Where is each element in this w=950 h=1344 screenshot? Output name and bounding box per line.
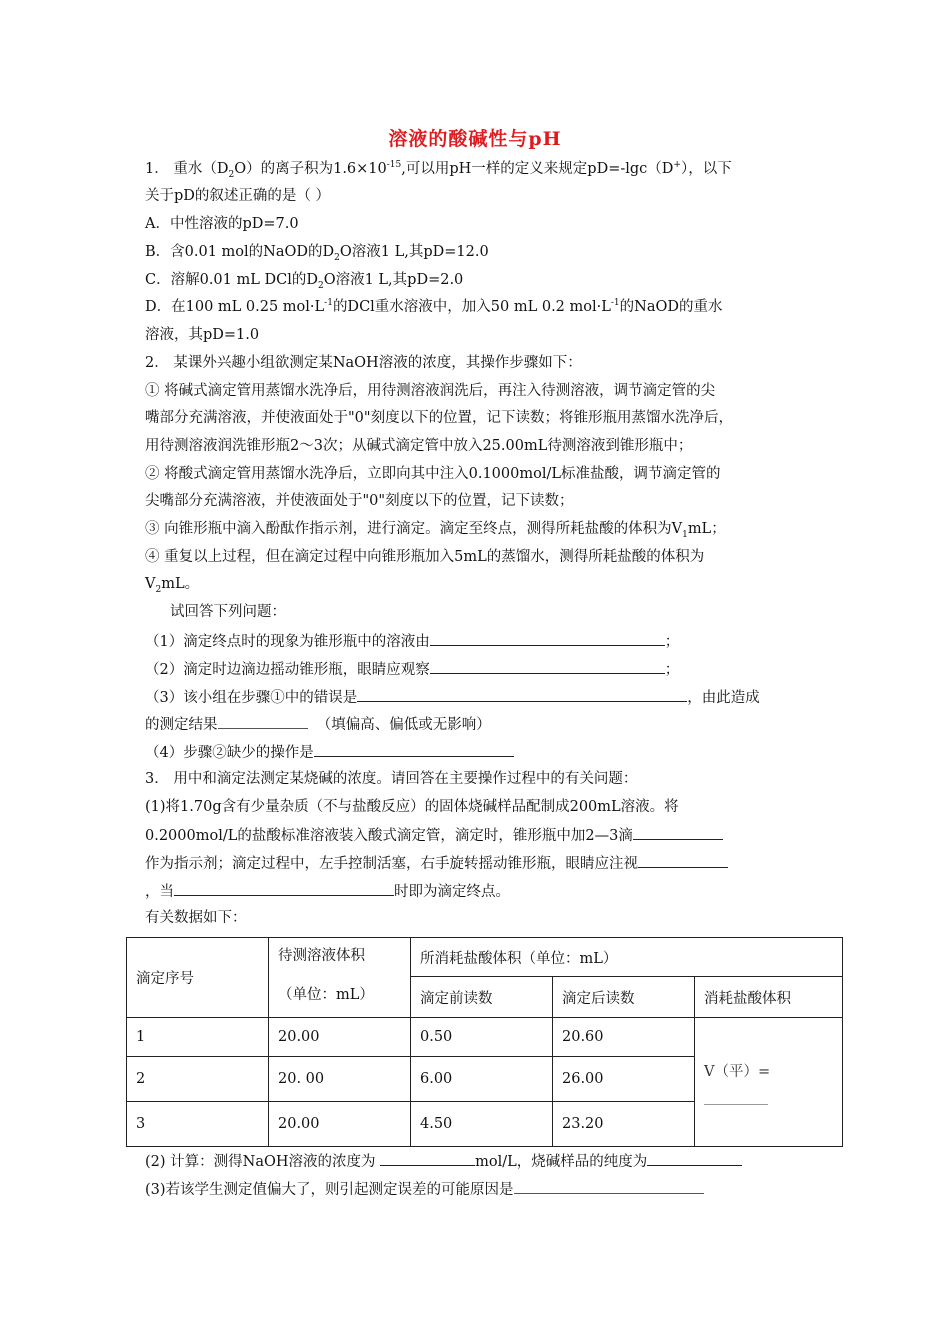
purity-blank[interactable] <box>647 1150 742 1166</box>
q1-stem-line2: 关于pD的叙述正确的是（ ） <box>145 188 331 204</box>
q3-part2: (2) 计算：测得NaOH溶液的浓度为 mol/L，烧碱样品的纯度为 <box>145 1150 742 1172</box>
watch-blank[interactable] <box>638 852 728 868</box>
q3-part1-line2: 0.2000mol/L的盐酸标准溶液装入酸式滴定管，滴定时，锥形瓶中加2—3滴 <box>145 824 723 846</box>
q3-part1-line1: (1)将1.70g含有少量杂质（不与盐酸反应）的固体烧碱样品配制成200mL溶液。将 <box>145 799 679 815</box>
q2-answer-1: （1）滴定终点时的现象为锥形瓶中的溶液由 ； <box>145 630 679 652</box>
q3-part1-line4: ，当 时即为滴定终点。 <box>145 880 510 902</box>
q2-step2-line2: 尖嘴部分充满溶液，并使液面处于"0"刻度以下的位置，记下读数； <box>145 493 574 509</box>
q3-intro: 3． 用中和滴定法测定某烧碱的浓度。请回答在主要操作过程中的有关问题： <box>145 771 638 787</box>
q2-step3: ③ 向锥形瓶中滴入酚酞作指示剂，进行滴定。滴定至终点，测得所耗盐酸的体积为$V_1mL$； <box>145 521 726 540</box>
header-seq: 滴定序号 <box>127 938 269 1018</box>
header-before: 滴定前读数 <box>411 977 553 1018</box>
q2-answer-2: （2）滴定时边滴边摇动锥形瓶，眼睛应观察 ； <box>145 658 679 680</box>
q1-option-a: A．中性溶液的pD=7.0 <box>145 216 299 232</box>
table-row: 2 20. 00 6.00 26.00 <box>127 1057 843 1102</box>
page-title: 溶液的酸碱性与pH <box>388 128 562 150</box>
q3-part1-line3: 作为指示剂；滴定过程中，左手控制活塞，右手旋转摇动锥形瓶，眼睛应注视 <box>145 852 728 874</box>
titration-data-table <box>126 937 843 1147</box>
q2-step2-line1: ② 将酸式滴定管用蒸馏水洗净后，立即向其中注入0.1000mol/L标准盐酸，调节滴定管的 <box>145 466 721 482</box>
q1-stem-line1: 1． 重水$(D_2O)$的离子积为$1.6\times 10^{-15}$,可以用pH一样的定义来规定pD=-lgc（D+），以下 <box>145 160 732 180</box>
q2-step4-line2: $V_2mL$。 <box>145 576 200 595</box>
table-row: 1 20.00 0.50 20.60 V（平）= <box>127 1018 843 1057</box>
q2-step1-line2: 嘴部分充满溶液，并使液面处于"0"刻度以下的位置，记下读数；将锥形瓶用蒸馏水洗净后， <box>145 410 734 426</box>
q1-option-b: B．含0.01 mol的NaOD的$D_2O$溶液1 L,其pD=12.0 <box>145 244 489 263</box>
indicator-blank[interactable] <box>633 824 723 840</box>
q2-step4-line1: ④ 重复以上过程，但在滴定过程中向锥形瓶加入5mL的蒸馏水，测得所耗盐酸的体积为 <box>145 549 705 565</box>
q1-option-d: D．在100 mL 0.25 $mol\cdot L^{-1}$的DCl重水溶液中，加入50 mL 0.2 $mol\cdot L^{-1}$的NaOD的重水 <box>145 298 723 315</box>
table-row: 3 20.00 4.50 23.20 <box>127 1102 843 1147</box>
average-volume-cell[interactable]: V（平）= <box>695 1018 843 1147</box>
q2-answer-3-line2: 的测定结果 （填偏高、偏低或无影响） <box>145 713 491 735</box>
q2-intro: 2． 某课外兴趣小组欲测定某NaOH溶液的浓度，其操作步骤如下： <box>145 355 582 371</box>
q2-ask: 试回答下列问题： <box>170 604 286 620</box>
header-acid-volume: 所消耗盐酸体积（单位：mL） <box>411 938 843 977</box>
error-reason-blank[interactable] <box>514 1178 704 1194</box>
answer-3-blank[interactable] <box>357 686 687 702</box>
header-after: 滴定后读数 <box>553 977 695 1018</box>
q1-option-d-line2: 溶液，其pD=1.0 <box>145 327 260 343</box>
average-volume-blank[interactable] <box>704 1103 768 1105</box>
q3-data-intro: 有关数据如下： <box>145 910 247 926</box>
answer-1-blank[interactable] <box>430 630 665 646</box>
q2-answer-3: （3）该小组在步骤①中的错误是 ，由此造成 <box>145 686 760 708</box>
header-consumed: 消耗盐酸体积 <box>695 977 843 1018</box>
answer-2-blank[interactable] <box>430 658 665 674</box>
concentration-blank[interactable] <box>380 1150 475 1166</box>
answer-4-blank[interactable] <box>314 741 514 757</box>
q2-answer-4: （4）步骤②缺少的操作是 <box>145 741 514 763</box>
header-volume: 待测溶液体积 （单位：mL） <box>269 938 411 1018</box>
q2-step1-line1: ① 将碱式滴定管用蒸馏水洗净后，用待测溶液润洗后，再注入待测溶液，调节滴定管的尖 <box>145 383 716 399</box>
answer-3-result-blank[interactable] <box>218 713 308 729</box>
q1-option-c: C．溶解0.01 mL DCl的$D_2O$溶液1 L,其pD=2.0 <box>145 272 464 291</box>
q2-step1-line3: 用待测溶液润洗锥形瓶2～3次；从碱式滴定管中放入25.00mL待测溶液到锥形瓶中； <box>145 438 693 454</box>
endpoint-blank[interactable] <box>174 880 394 896</box>
q3-part3: (3)若该学生测定值偏大了，则引起测定误差的可能原因是 <box>145 1178 704 1200</box>
